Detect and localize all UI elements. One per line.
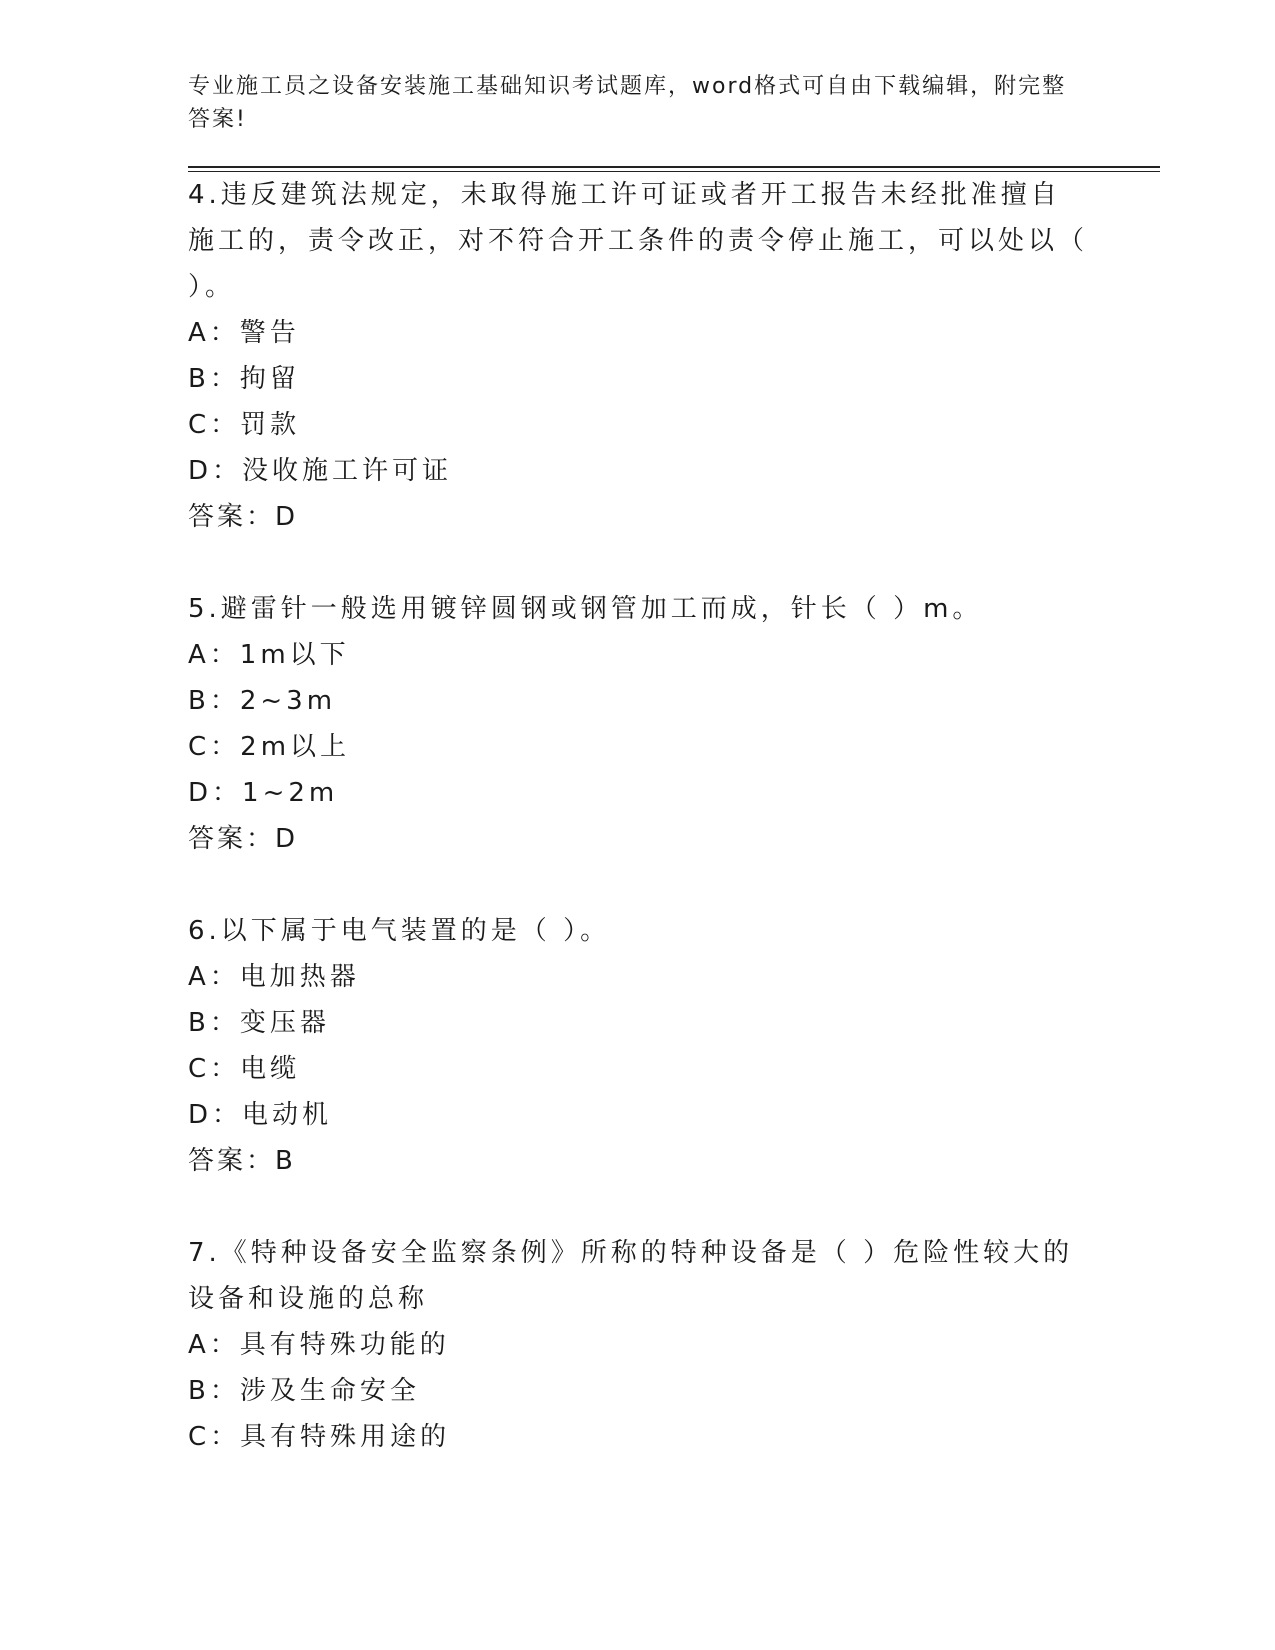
question-6 xyxy=(188,908,1158,1184)
option-c: C：具有特殊用途的 xyxy=(188,1422,451,1452)
spacer xyxy=(188,862,1158,908)
question-7 xyxy=(188,1230,1158,1460)
option-c: C：罚款 xyxy=(188,410,301,440)
option-b: B：涉及生命安全 xyxy=(188,1376,420,1406)
option-d: D：没收施工许可证 xyxy=(188,456,453,486)
option-c: C：电缆 xyxy=(188,1054,301,1084)
question-4 xyxy=(188,172,1158,540)
question-stem: 7.《特种设备安全监察条例》所称的特种设备是（ ）危险性较大的设备和设施的总称 xyxy=(188,1238,1074,1314)
option-d: D：1~2m xyxy=(188,778,339,808)
question-5 xyxy=(188,586,1158,862)
answer: 答案：D xyxy=(188,502,299,532)
option-b: B：2~3m xyxy=(188,686,337,716)
spacer xyxy=(188,540,1158,586)
document-page xyxy=(188,70,1158,1460)
option-a: A：具有特殊功能的 xyxy=(188,1330,450,1360)
option-a: A：电加热器 xyxy=(188,962,360,992)
option-c: C：2m以上 xyxy=(188,732,351,762)
option-d: D：电动机 xyxy=(188,1100,333,1130)
option-b: B：拘留 xyxy=(188,364,300,394)
answer: 答案：D xyxy=(188,824,299,854)
option-b: B：变压器 xyxy=(188,1008,330,1038)
answer: 答案：B xyxy=(188,1146,296,1176)
question-stem: 4.违反建筑法规定，未取得施工许可证或者开工报告未经批准擅自施工的，责令改正，对不符合开工条件的责令停止施工，可以处以（ ）。 xyxy=(188,180,1089,302)
spacer xyxy=(188,1184,1158,1230)
document-header: 专业施工员之设备安装施工基础知识考试题库，word格式可自由下载编辑，附完整答案! xyxy=(188,74,1067,132)
question-stem: 5.避雷针一般选用镀锌圆钢或钢管加工而成，针长（ ）m。 xyxy=(188,594,983,624)
option-a: A：警告 xyxy=(188,318,300,348)
option-a: A：1m以下 xyxy=(188,640,350,670)
question-stem: 6.以下属于电气装置的是（ ）。 xyxy=(188,916,611,946)
